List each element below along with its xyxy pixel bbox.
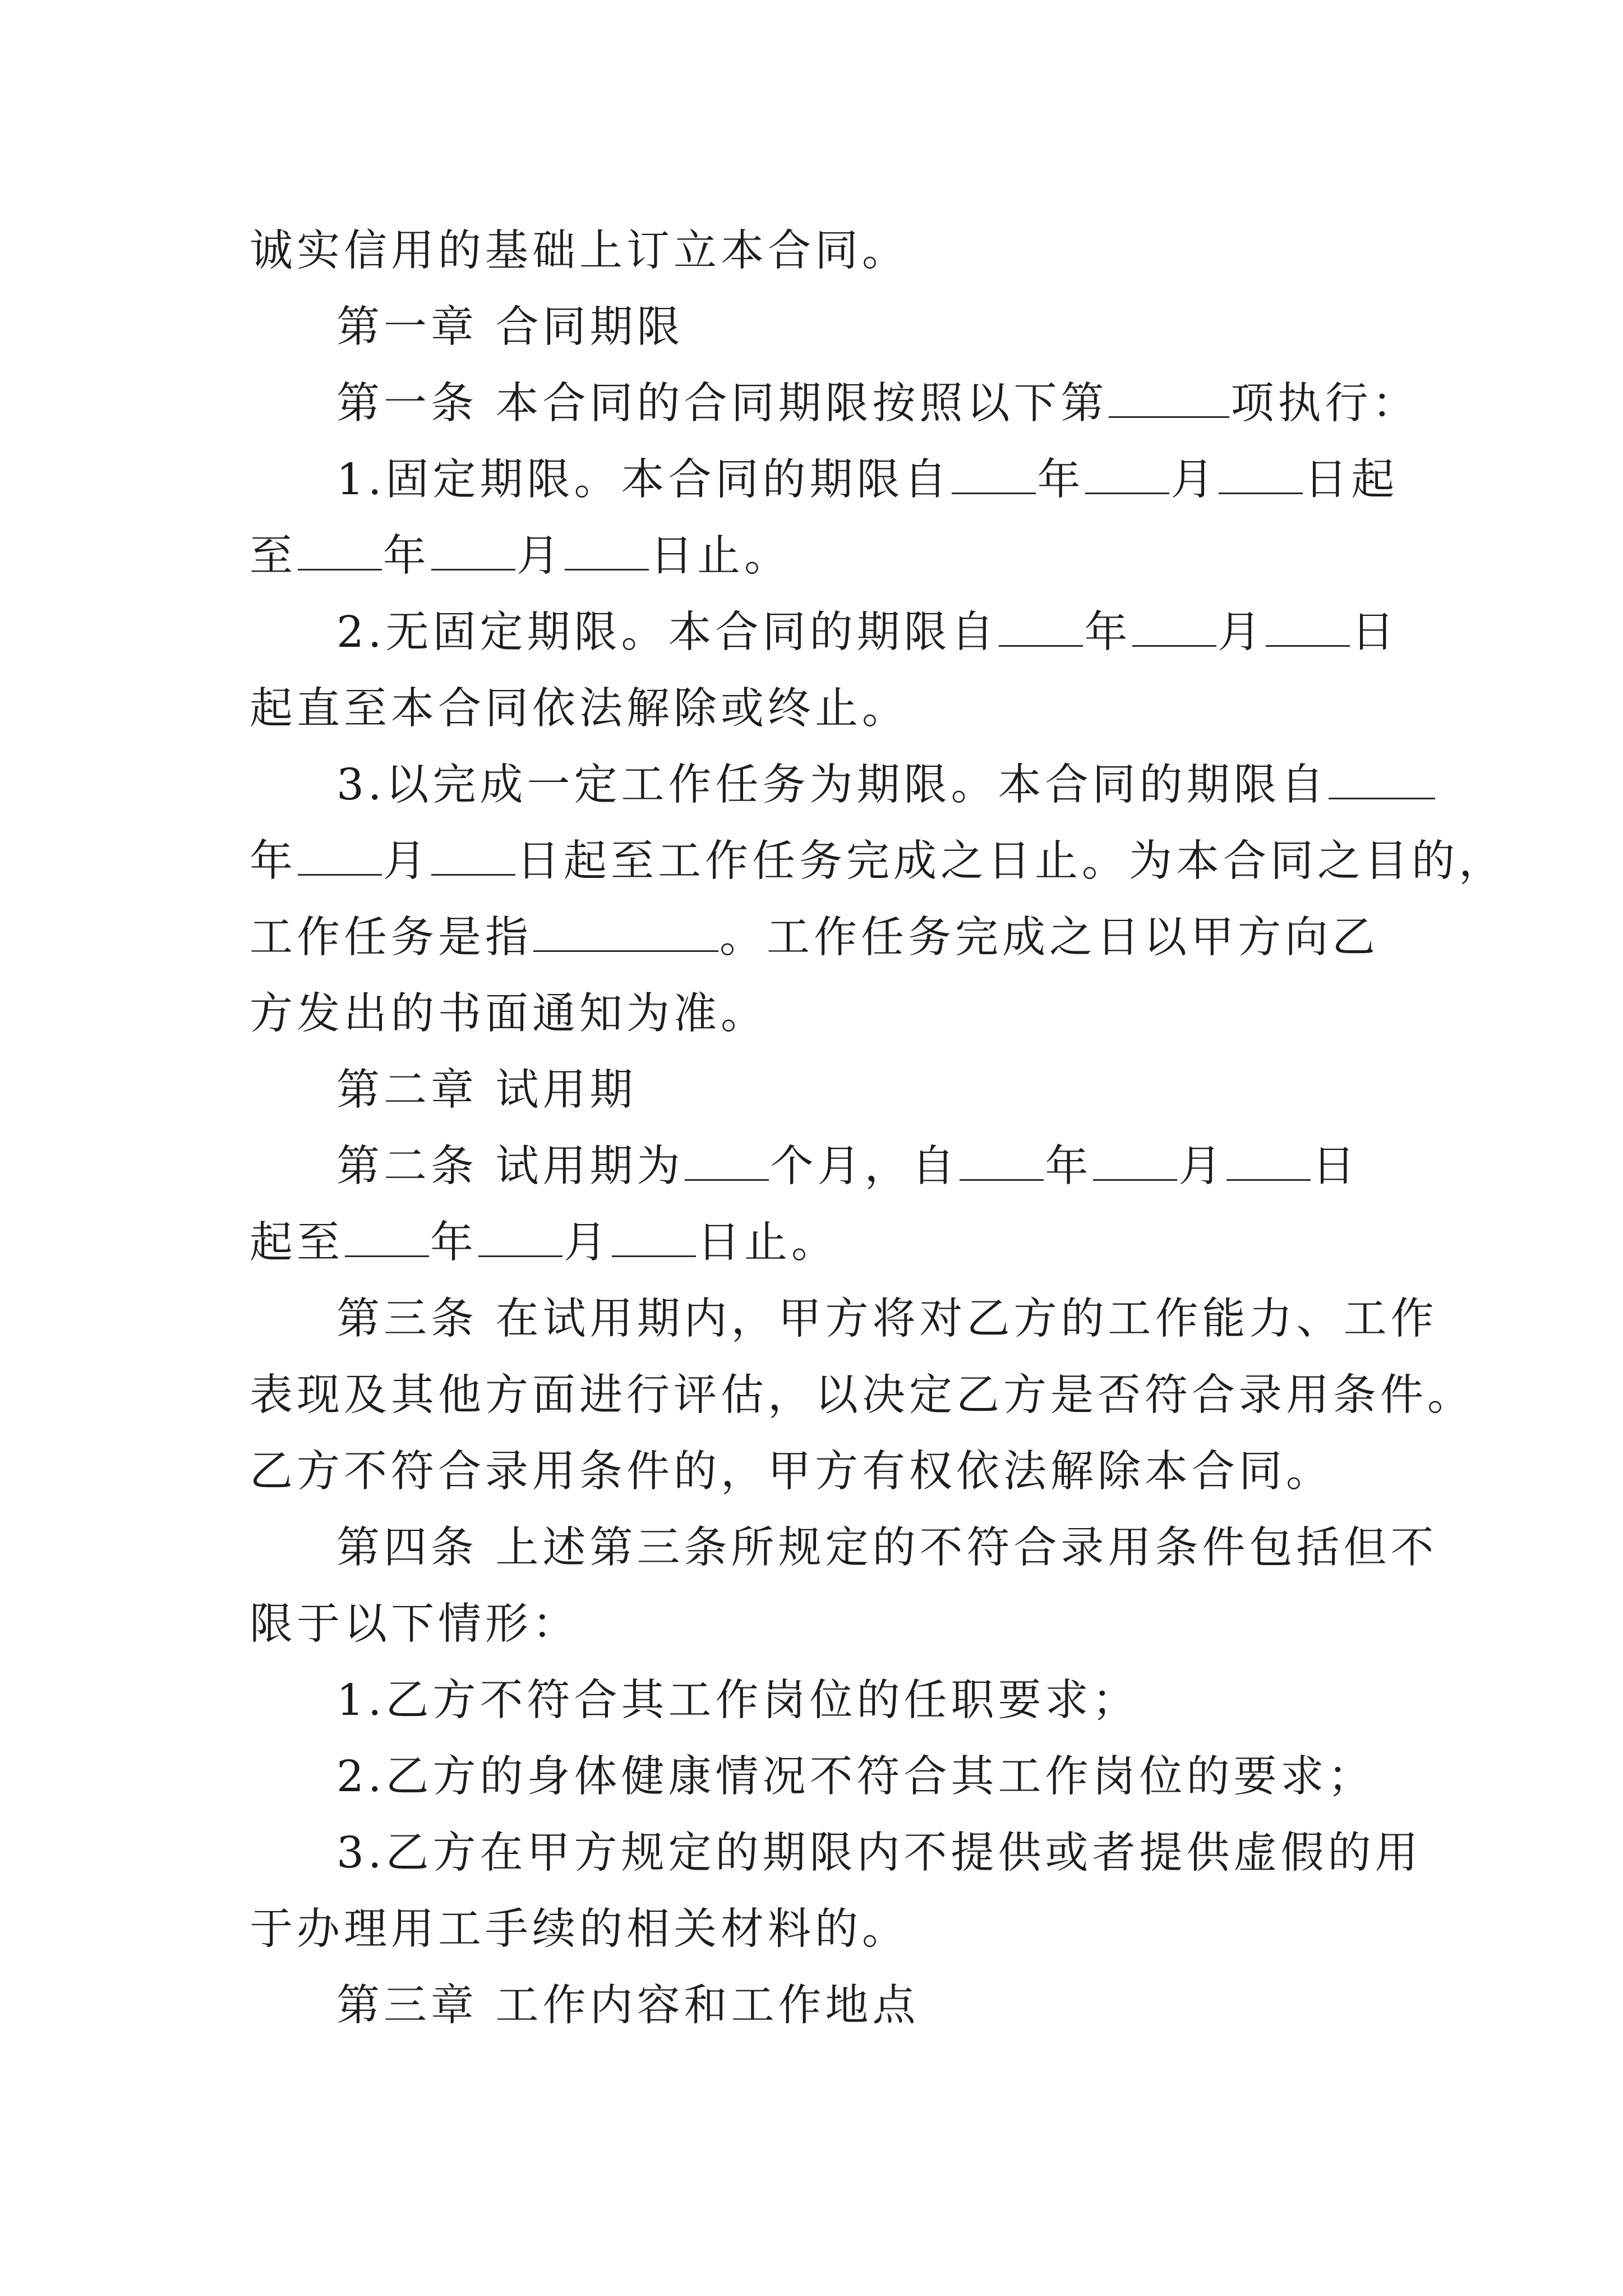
text-run: 1.乙方不符合其工作岗位的任职要求； (336, 1676, 1140, 1726)
paragraph-line (250, 1892, 1388, 1968)
blank-field[interactable] (1085, 454, 1169, 494)
text-run: 年 (383, 531, 430, 581)
article-line (250, 366, 1419, 442)
article-line (250, 1510, 1438, 1586)
paragraph-line (250, 671, 1388, 747)
text-run: 日起至工作任务完成之日止。为本合同之目的， (517, 836, 1506, 886)
text-run: 个月，自 (770, 1142, 959, 1191)
blank-field[interactable] (685, 1140, 769, 1181)
text-run: 日止。 (650, 531, 791, 581)
blank-field[interactable] (1093, 1140, 1177, 1181)
blank-field[interactable] (298, 835, 382, 876)
blank-field[interactable] (1132, 606, 1216, 647)
blank-field[interactable] (431, 530, 515, 570)
blank-field[interactable] (478, 1217, 562, 1257)
text-run: 月 (1170, 455, 1218, 505)
paragraph-line (250, 1205, 1388, 1281)
blank-field[interactable] (431, 835, 515, 876)
text-run: 年 (430, 1218, 477, 1268)
text-run: 月 (564, 1218, 611, 1268)
blank-field[interactable] (612, 1217, 696, 1257)
paragraph-line (250, 213, 1388, 289)
paragraph-line (250, 747, 1388, 823)
text-run: 1.固定期限。本合同的期限自 (336, 455, 951, 505)
text-run: 诚实信用的基础上订立本合同。 (250, 226, 909, 276)
blank-field[interactable] (1329, 759, 1435, 799)
text-run: 起直至本合同依法解除或终止。 (250, 684, 909, 734)
paragraph-line (250, 1434, 1388, 1510)
list-item (250, 1663, 1388, 1739)
text-run: 日止。 (697, 1218, 838, 1268)
text-run: 2.乙方的身体健康情况不符合其工作岗位的要求； (336, 1752, 1375, 1802)
text-run: 起至 (250, 1218, 344, 1268)
text-run: 于办理用工手续的相关材料的。 (250, 1904, 909, 1954)
paragraph-line (250, 518, 1388, 595)
text-run: 月 (383, 836, 430, 886)
paragraph-line (250, 595, 1399, 671)
text-run: 年 (1045, 1142, 1092, 1191)
text-run: 日起 (1304, 455, 1399, 505)
text-run: 。工作任务完成之日以甲方向乙 (720, 913, 1379, 963)
blank-field[interactable] (1219, 454, 1303, 494)
text-run: 年 (250, 836, 297, 886)
text-run: 限于以下情形： (250, 1599, 579, 1649)
text-run: 月 (1218, 608, 1265, 657)
article-line (250, 1129, 1388, 1205)
list-item (250, 1739, 1388, 1815)
chapter-heading (250, 1968, 1388, 2044)
text-run: 第三条 在试用期内，甲方将对乙方的工作能力、工作 (336, 1294, 1438, 1344)
text-run: 3.乙方在甲方规定的期限内不提供或者提供虚假的用 (336, 1828, 1422, 1878)
text-run: 年 (1084, 608, 1132, 657)
blank-field[interactable] (960, 1140, 1044, 1181)
text-run: 乙方不符合录用条件的，甲方有权依法解除本合同。 (250, 1447, 1333, 1497)
blank-field[interactable] (1227, 1140, 1311, 1181)
blank-field[interactable] (298, 530, 382, 570)
text-run: 项执行： (1230, 379, 1419, 429)
blank-field[interactable] (533, 912, 718, 952)
list-item (250, 1815, 1422, 1892)
chapter-heading (250, 289, 1388, 366)
text-run: 第四条 上述第三条所规定的不符合录用条件包括但不 (336, 1523, 1438, 1573)
paragraph-line (250, 1586, 1388, 1663)
paragraph-line (250, 900, 1388, 976)
article-line (250, 1281, 1438, 1358)
text-run: 工作任务是指 (250, 913, 532, 963)
paragraph-line (250, 823, 1506, 900)
blank-field[interactable] (565, 530, 649, 570)
blank-field[interactable] (952, 454, 1036, 494)
chapter-heading (250, 1052, 1388, 1129)
text-run: 第二条 试用期为 (336, 1142, 684, 1191)
text-run: 至 (250, 531, 297, 581)
text-run: 年 (1037, 455, 1085, 505)
blank-field[interactable] (1109, 378, 1229, 418)
text-run: 第一章 合同期限 (336, 302, 684, 352)
text-run: 表现及其他方面进行评估，以决定乙方是否符合录用条件。 (250, 1370, 1474, 1420)
text-run: 日 (1351, 608, 1399, 657)
text-run: 月 (517, 531, 564, 581)
paragraph-line (250, 976, 1388, 1052)
text-run: 3.以完成一定工作任务为期限。本合同的期限自 (336, 760, 1328, 810)
text-run: 第二章 试用期 (336, 1065, 637, 1115)
text-run: 方发出的书面通知为准。 (250, 989, 768, 1039)
blank-field[interactable] (345, 1217, 429, 1257)
text-run: 月 (1178, 1142, 1226, 1191)
blank-field[interactable] (999, 606, 1083, 647)
text-run: 日 (1312, 1142, 1359, 1191)
text-run: 第一条 本合同的合同期限按照以下第 (336, 379, 1108, 429)
blank-field[interactable] (1266, 606, 1350, 647)
paragraph-line (250, 1358, 1474, 1434)
text-run: 第三章 工作内容和工作地点 (336, 1981, 920, 2031)
text-run: 2.无固定期限。本合同的期限自 (336, 608, 998, 657)
contract-body (250, 213, 1506, 2044)
paragraph-line (250, 442, 1399, 518)
